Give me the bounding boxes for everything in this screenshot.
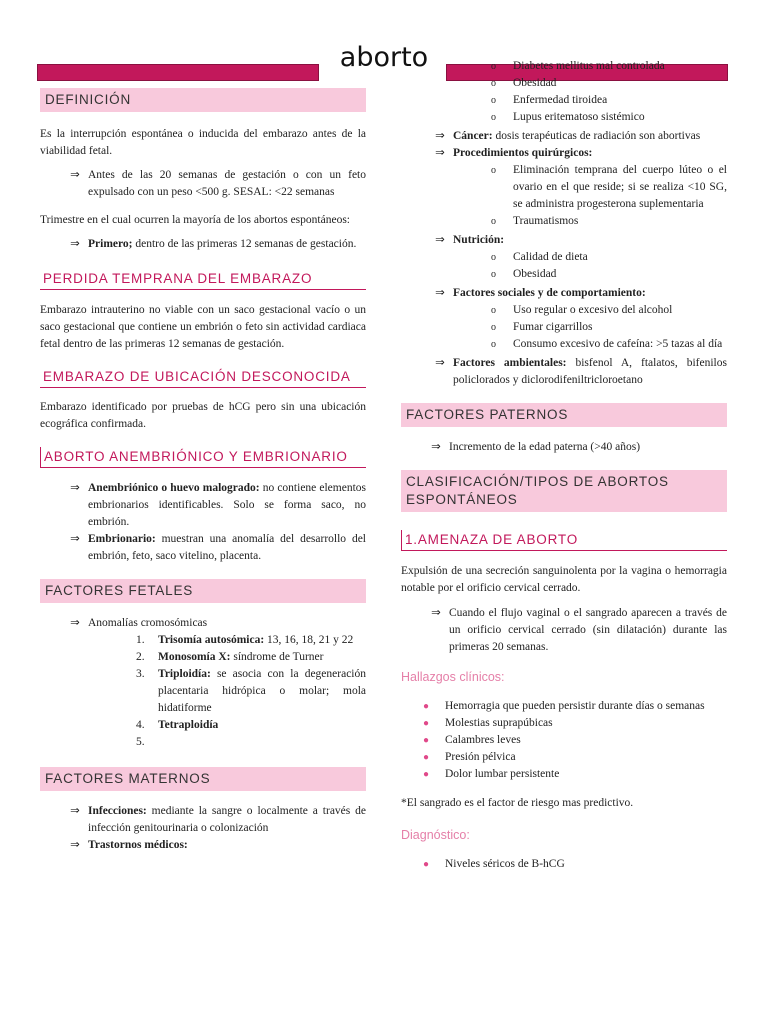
section-heading-definicion: DEFINICIÓN [40, 88, 366, 112]
circle-bullet-icon: o [491, 339, 496, 350]
section-heading-perdida: PERDIDA TEMPRANA DEL EMBARAZO [40, 269, 366, 290]
paragraph: Expulsión de una secreción sanguinolenta por la vagina o hemorragia notable por el orificio cervical cerrado. [401, 565, 727, 594]
arrow-item: ⇒ Nutrición: [427, 232, 727, 249]
section-heading-amenaza: 1.AMENAZA DE ABORTO [401, 530, 727, 551]
paragraph: Es la interrupción espontánea o inducida del embarazo antes de la viabilidad fetal. [40, 128, 366, 157]
sub-item: o Eliminación temprana del cuerpo lúteo o el ovario en el que reside; si se realiza <10 SG, se administra progesterona suplementaria [491, 162, 727, 213]
section-heading-ubicacion: EMBARAZO DE UBICACIÓN DESCONOCIDA [40, 367, 366, 388]
arrow-icon: ⇒ [435, 130, 445, 142]
bullet-icon: ● [423, 718, 430, 729]
circle-bullet-icon: o [491, 252, 496, 263]
arrow-item: ⇒ Factores sociales y de comportamiento: [427, 285, 727, 302]
arrow-item: ⇒ Antes de las 20 semanas de gestación o con un feto expulsado con un peso <500 g. SESAL: <22 semanas [62, 167, 366, 201]
paragraph: Trimestre en el cual ocurren la mayoría de los abortos espontáneos: [40, 214, 350, 226]
note: *El sangrado es el factor de riesgo mas predictivo. [401, 797, 634, 809]
list-item: ● Calambres leves [423, 732, 727, 749]
sub-item: o Obesidad [491, 75, 727, 92]
left-column [40, 88, 366, 854]
circle-bullet-icon: o [491, 305, 496, 316]
sub-item: o Calidad de dieta [491, 249, 727, 266]
circle-bullet-icon: o [491, 112, 496, 123]
arrow-icon: ⇒ [70, 617, 80, 629]
paragraph: Embarazo intrauterino no viable con un saco gestacional vacío o un saco gestacional que contiene un embrión o feto sin actividad cardiaca fetal dentro de las primeras 12 semanas de gestación. [40, 304, 366, 350]
arrow-icon: ⇒ [70, 482, 80, 494]
circle-bullet-icon: o [491, 322, 496, 333]
arrow-item: ⇒ Anembriónico o huevo malogrado: no contiene elementos embrionarios identificables. Solo se forma saco, no embrión. [62, 480, 366, 531]
arrow-icon: ⇒ [70, 238, 80, 250]
numbered-item: 3. Triploidía: se asocia con la degeneración placentaria hidrópica o molar; mola hidatiforme [136, 668, 366, 714]
arrow-icon: ⇒ [431, 607, 441, 619]
list-item: ● Dolor lumbar persistente [423, 766, 727, 783]
hallazgos-list [401, 698, 727, 783]
sub-item: o Obesidad [491, 266, 727, 283]
section-heading-fetales: FACTORES FETALES [40, 579, 366, 603]
right-column [401, 58, 727, 873]
bullet-icon: ● [423, 735, 430, 746]
bullet-icon: ● [423, 769, 430, 780]
circle-bullet-icon: o [491, 216, 496, 227]
arrow-icon: ⇒ [70, 169, 80, 181]
numbered-item: 2. Monosomía X: síndrome de Turner [136, 651, 324, 663]
bullet-icon: ● [423, 859, 430, 870]
arrow-icon: ⇒ [70, 805, 80, 817]
arrow-icon: ⇒ [431, 441, 441, 453]
arrow-item: ⇒ Anomalías cromosómicas [62, 615, 366, 632]
list-item: ● Presión pélvica [423, 749, 727, 766]
section-heading-paternos: FACTORES PATERNOS [401, 403, 727, 427]
sub-item: o Lupus eritematoso sistémico [491, 109, 727, 126]
arrow-icon: ⇒ [70, 839, 80, 851]
page-title: aborto [339, 42, 429, 73]
circle-bullet-icon: o [491, 61, 496, 72]
sub-item: o Consumo excesivo de cafeína: >5 tazas al día [491, 336, 727, 353]
sub-item: o Uso regular o excesivo del alcohol [491, 302, 727, 319]
sub-item: o Diabetes mellitus mal controlada [491, 58, 727, 75]
arrow-item: ⇒ Infecciones: mediante la sangre o localmente a través de infección genitourinaria o colonización [62, 803, 366, 837]
arrow-item: ⇒ Incremento de la edad paterna (>40 años) [423, 439, 727, 456]
circle-bullet-icon: o [491, 269, 496, 280]
bullet-icon: ● [423, 701, 430, 712]
section-heading-anembrionico: ABORTO ANEMBRIÓNICO Y EMBRIONARIO [40, 447, 366, 468]
numbered-item: 4. Tetraploidía [136, 719, 219, 731]
arrow-item: ⇒ Embrionario: muestran una anomalía del desarrollo del embrión, feto, saco vitelino, placenta. [62, 531, 366, 565]
arrow-icon: ⇒ [435, 287, 445, 299]
arrow-item: ⇒ Trastornos médicos: [62, 837, 366, 854]
arrow-item: ⇒ Procedimientos quirúrgicos: [427, 145, 727, 162]
arrow-icon: ⇒ [70, 533, 80, 545]
arrow-item: ⇒ Cuando el flujo vaginal o el sangrado aparecen a través de un orificio cervical cerrado (sin dilatación) durante las primeras 20 semanas. [423, 605, 727, 656]
title-decoration-bar-left [37, 64, 319, 81]
section-heading-maternos: FACTORES MATERNOS [40, 767, 366, 791]
bullet-icon: ● [423, 752, 430, 763]
arrow-item: ⇒ Cáncer: dosis terapéuticas de radiación son abortivas [427, 128, 727, 145]
list-item: ● Hemorragia que pueden persistir durante días o semanas [423, 698, 727, 715]
diagnostico-list [401, 856, 727, 873]
sub-item: o Fumar cigarrillos [491, 319, 727, 336]
circle-bullet-icon: o [491, 165, 496, 176]
arrow-icon: ⇒ [435, 234, 445, 246]
arrow-item: ⇒ Factores ambientales: bisfenol A, ftalatos, bifenilos policlorados y diclorodifeniltricloroetano [427, 355, 727, 389]
subheading-hallazgos: Hallazgos clínicos: [401, 670, 505, 684]
numbered-item: 5. [136, 736, 145, 748]
list-item: ● Niveles séricos de B-hCG [423, 856, 727, 873]
circle-bullet-icon: o [491, 95, 496, 106]
arrow-item: ⇒ Primero; dentro de las primeras 12 semanas de gestación. [62, 236, 366, 253]
circle-bullet-icon: o [491, 78, 496, 89]
arrow-icon: ⇒ [435, 357, 445, 369]
list-item: ● Molestias suprapúbicas [423, 715, 727, 732]
subheading-diagnostico: Diagnóstico: [401, 828, 470, 842]
sub-item: o Enfermedad tiroidea [491, 92, 727, 109]
sub-item: o Traumatismos [491, 213, 727, 230]
section-heading-clasificacion: CLASIFICACIÓN/TIPOS DE ABORTOS ESPONTÁNEOS [401, 470, 727, 512]
arrow-icon: ⇒ [435, 147, 445, 159]
numbered-item: 1. Trisomía autosómica: 13, 16, 18, 21 y 22 [136, 634, 354, 646]
paragraph: Embarazo identificado por pruebas de hCG pero sin una ubicación ecográfica confirmada. [40, 401, 366, 430]
